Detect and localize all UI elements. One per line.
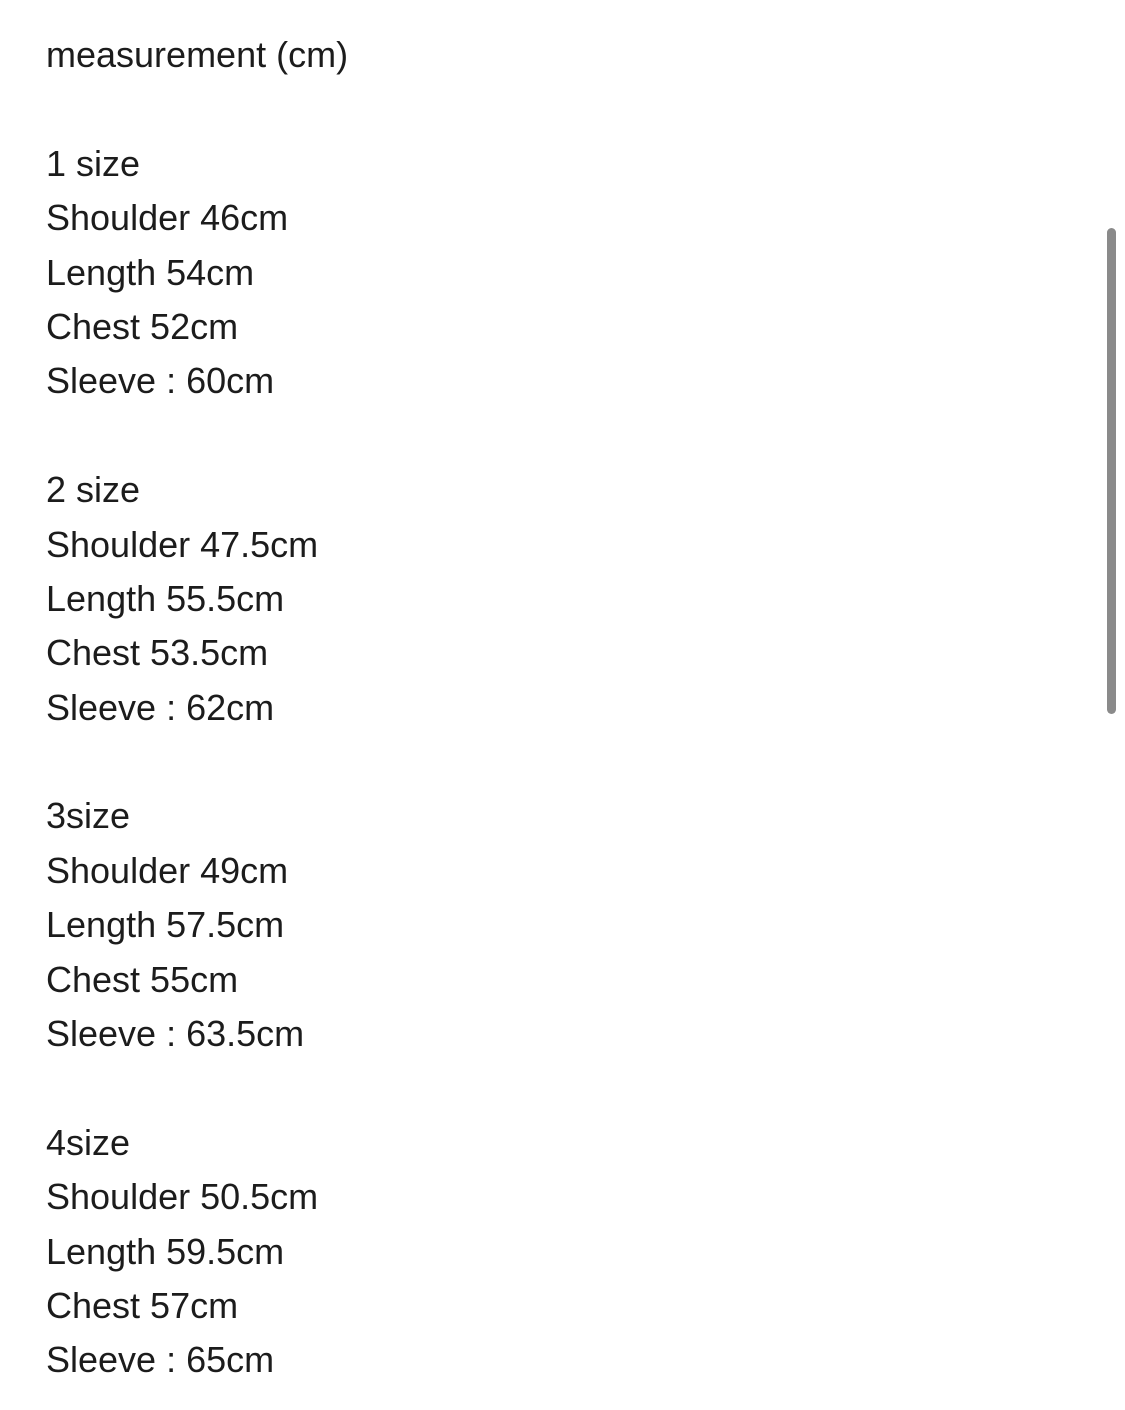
length-line: Length 57.5cm — [46, 904, 285, 946]
size-label: 4size — [46, 1121, 131, 1163]
size-block-1 — [46, 137, 348, 409]
length-line: Length 59.5cm — [46, 1230, 285, 1272]
size-block-4 — [46, 1116, 348, 1388]
scrollbar-thumb[interactable] — [1107, 228, 1116, 714]
sleeve-line: Sleeve : 62cm — [46, 686, 275, 728]
chest-line: Chest 53.5cm — [46, 632, 269, 674]
chest-line: Chest 57cm — [46, 1284, 239, 1326]
size-label: 2 size — [46, 469, 141, 511]
sleeve-line: Sleeve : 63.5cm — [46, 1013, 305, 1055]
shoulder-line: Shoulder 49cm — [46, 849, 289, 891]
sleeve-line: Sleeve : 60cm — [46, 360, 275, 402]
chest-line: Chest 52cm — [46, 305, 239, 347]
shoulder-line: Shoulder 50.5cm — [46, 1176, 319, 1218]
measurement-text — [46, 28, 348, 1388]
shoulder-line: Shoulder 46cm — [46, 197, 289, 239]
size-label: 1 size — [46, 142, 141, 184]
chest-line: Chest 55cm — [46, 958, 239, 1000]
size-block-2 — [46, 463, 348, 735]
length-line: Length 54cm — [46, 251, 255, 293]
sleeve-line: Sleeve : 65cm — [46, 1339, 275, 1381]
title: measurement (cm) — [46, 34, 349, 75]
shoulder-line: Shoulder 47.5cm — [46, 523, 319, 565]
size-block-3 — [46, 789, 348, 1061]
length-line: Length 55.5cm — [46, 577, 285, 619]
size-label: 3size — [46, 795, 131, 837]
